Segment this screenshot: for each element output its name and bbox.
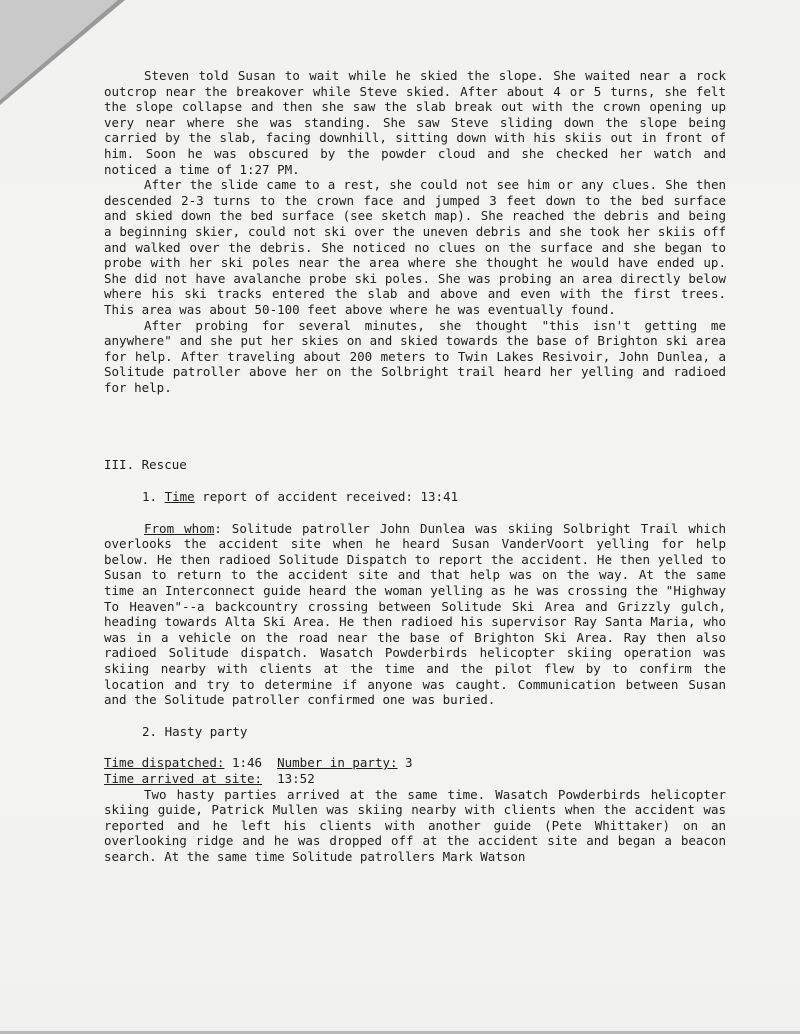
time-arrived-label: Time arrived at site: [104, 770, 263, 786]
time-report-text: report of accident received: 13:41 [194, 489, 459, 505]
hasty-party-label: Hasty party [164, 723, 248, 739]
paragraph-after-the-slide: After the slide came to a rest, she could not see him or any clues. She then descended 2-3 turns to the crown face and jumped 3 feet down to the bed surface and skied down the bed surface (see sketch map). She reached the debris and being a beginning skier, could not ski over the uneven debris and she took her skiis off and walked over the debris. She noticed no clues on the surface and she began to probe with her ski poles near the area where she thought he would have ended up. She did not have avalanche probe ski poles. She was probing an area directly below where his ski tracks entered the slab and above and even with the first trees. This area was about 50-100 feet above where he was eventually found. [104, 177, 726, 317]
paragraph-from-whom [104, 521, 726, 708]
item-hasty-party [104, 724, 726, 740]
item-number: 1. [142, 489, 158, 505]
number-in-party-label: Number in party: [277, 755, 398, 771]
spacer [104, 505, 726, 521]
time-label: Time [164, 489, 195, 505]
paragraph-two-hasty-parties: Two hasty parties arrived at the same time. Wasatch Powderbirds helicopter skiing guide, Patrick Mullen was skiing nearby with clients when the accident was reported and he left his clients with another guide (Pete Whittaker) on an overlooking ridge and he was dropped off at the accident site and began a beacon search. At the same time Solitude patrollers Mark Watson [104, 786, 726, 864]
item-time-report [104, 489, 726, 505]
section-heading-rescue: III. Rescue [104, 457, 187, 473]
time-dispatched-line [104, 755, 726, 771]
spacer [104, 395, 726, 457]
document-body [104, 68, 726, 865]
time-arrived-line [104, 771, 726, 787]
from-whom-text: : Solitude patroller John Dunlea was skiing Solbright Trail which overlooks the accident site when he heard Susan VanderVoort yelling for help below. He then radioed Solitude Dispatch to report the accident. He then yelled to Susan to return to the accident site and that help was on the way. At the same time an Interconnect guide heard the woman yelling as he was crossing the "Highway To Heaven"--a backcountry crossing between Solitude Ski Area and Grizzly gulch, heading towards Alta Ski Area. He then radioed his supervisor Ray Santa Maria, who was in a vehicle on the road near the base of Brighton Ski Area. Ray then also radioed Solitude dispatch. Wasatch Powderbirds helicopter skiing operation was skiing nearby with clients at the time and the pilot flew by to confirm the location and try to determine if anyone was caught. Communication between Susan and the Solitude patroller confirmed one was buried. [104, 520, 727, 708]
paragraph-steven-told-susan: Steven told Susan to wait while he skied the slope. She waited near a rock outcrop near the breakover while Steve skied. After about 4 or 5 turns, she felt the slope collapse and then she saw the slab break out with the crown opening up very near where she was standing. She saw Steve sliding down the slope being carried by the slab, facing downhill, sitting down with his skiis out in front of him. Soon he was obscured by the powder cloud and she checked her watch and noticed a time of 1:27 PM. [104, 68, 726, 177]
time-dispatched-label: Time dispatched: [104, 755, 225, 771]
time-dispatched-value: 1:46 [224, 755, 278, 771]
spacer [104, 739, 726, 755]
from-whom-label: From whom [144, 520, 215, 536]
paragraph-after-probing: After probing for several minutes, she thought "this isn't getting me anywhere" and she put her skies on and skied towards the base of Brighton ski area for help. After traveling about 200 meters to Twin Lakes Resivoir, John Dunlea, a Solitude patroller above her on the Solbright trail heard her yelling and radioed for help. [104, 317, 726, 395]
item-number: 2. [142, 723, 158, 739]
spacer [104, 473, 726, 489]
number-in-party-value: 3 [397, 755, 413, 771]
time-arrived-value: 13:52 [262, 770, 315, 786]
spacer [104, 708, 726, 724]
folded-corner-highlight [0, 0, 118, 100]
